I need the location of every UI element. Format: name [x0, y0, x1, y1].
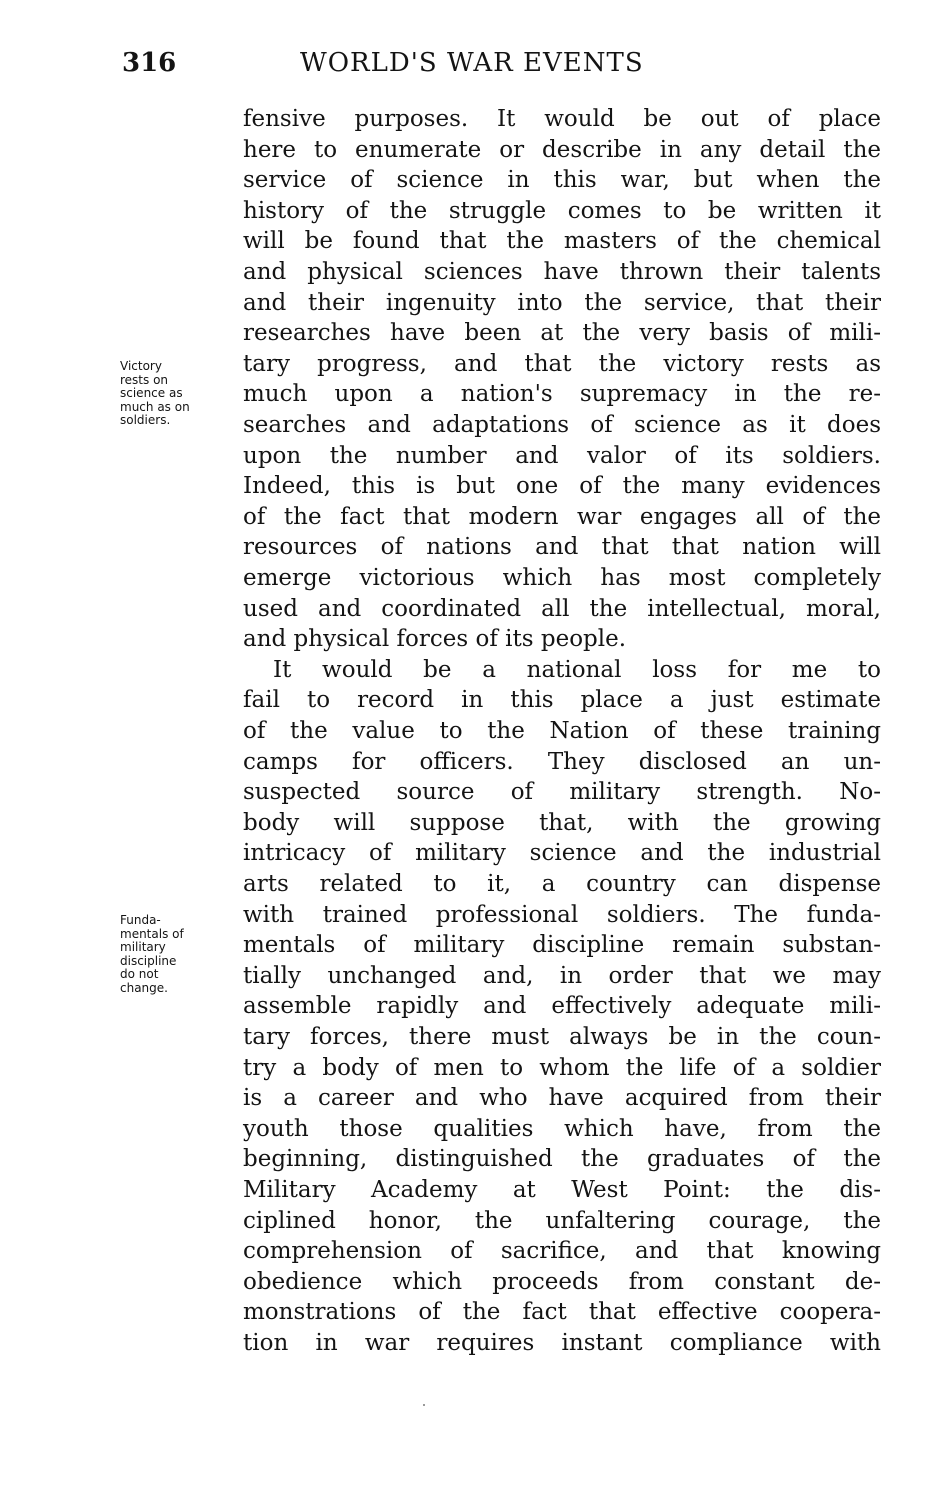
body-line: tary forces, there must always be in the coun- [243, 1024, 881, 1050]
body-line: assemble rapidly and effectively adequate mili- [243, 993, 881, 1020]
body-line: fail to record in this place a just estimate [243, 687, 881, 714]
body-line: beginning, distinguished the graduates of the [243, 1146, 881, 1173]
body-line: used and coordinated all the intellectual, moral, [243, 595, 881, 622]
body-line: and physical sciences have thrown their talents [243, 259, 881, 285]
body-line: Military Academy at West Point: the dis- [243, 1177, 881, 1203]
body-line: much upon a nation's supremacy in the re- [243, 381, 881, 408]
body-line: upon the number and valor of its soldiers. [243, 442, 881, 469]
body-line: obedience which proceeds from constant de- [243, 1268, 881, 1295]
body-line: mentals of military discipline remain substan- [243, 932, 881, 959]
side-note-line: do not [120, 967, 159, 981]
side-note-line: much as on [120, 399, 190, 414]
body-line: will be found that the masters of the chemical [243, 228, 881, 255]
body-line: camps for officers. They disclosed an un- [243, 748, 881, 775]
body-line: of the value to the Nation of these training [243, 718, 881, 744]
body-line: It would be a national loss for me to [273, 656, 881, 683]
side-note-line: Victory [120, 359, 162, 373]
side-note-line: Funda- [120, 913, 161, 927]
body-line: suspected source of military strength. No- [243, 779, 881, 806]
body-line: comprehension of sacrifice, and that knowing [243, 1238, 881, 1265]
body-line: is a career and who have acquired from their [243, 1085, 881, 1112]
side-note-line: change. [120, 980, 168, 995]
body-line: here to enumerate or describe in any detail the [243, 136, 881, 163]
body-line: and their ingenuity into the service, that their [243, 289, 881, 316]
body-line: arts related to it, a country can dispense [243, 871, 881, 897]
body-line: resources of nations and that that nation will [243, 534, 881, 561]
body-line: tion in war requires instant compliance with [243, 1330, 881, 1356]
body-line: service of science in this war, but when the [243, 167, 881, 194]
running-head: WORLD'S WAR EVENTS [300, 48, 644, 78]
side-note-line: science as [120, 386, 183, 400]
page-number: 316 [122, 48, 177, 78]
body-line: tially unchanged and, in order that we may [243, 962, 881, 989]
body-line: and physical forces of its people. [243, 626, 627, 653]
body-line: body will suppose that, with the growing [243, 809, 881, 836]
body-line: intricacy of military science and the industrial [243, 840, 881, 867]
body-line: searches and adaptations of science as it does [243, 412, 881, 438]
body-line: history of the struggle comes to be written it [243, 197, 881, 224]
page-speck [423, 1404, 425, 1406]
body-line: try a body of men to whom the life of a soldier [243, 1054, 881, 1081]
body-line: of the fact that modern war engages all of the [243, 503, 881, 530]
side-note-line: rests on [120, 372, 169, 387]
body-line: monstrations of the fact that effective coopera- [243, 1299, 881, 1326]
body-line: ciplined honor, the unfaltering courage, the [243, 1207, 881, 1234]
body-line: youth those qualities which have, from the [243, 1115, 881, 1142]
side-note-line: military [120, 940, 166, 954]
side-note-line: mentals of [120, 926, 184, 941]
body-line: fensive purposes. It would be out of place [243, 106, 881, 132]
body-line: with trained professional soldiers. The funda- [243, 901, 881, 928]
body-line: Indeed, this is but one of the many evidences [243, 473, 881, 500]
body-line: tary progress, and that the victory rests as [243, 350, 881, 377]
side-note-line: discipline [120, 953, 177, 968]
side-note-line: soldiers. [120, 413, 171, 427]
side-note-victory [120, 360, 232, 428]
body-line: researches have been at the very basis of mili- [243, 320, 881, 347]
body-line: emerge victorious which has most completely [243, 565, 881, 591]
side-note-fundamentals [120, 914, 232, 995]
